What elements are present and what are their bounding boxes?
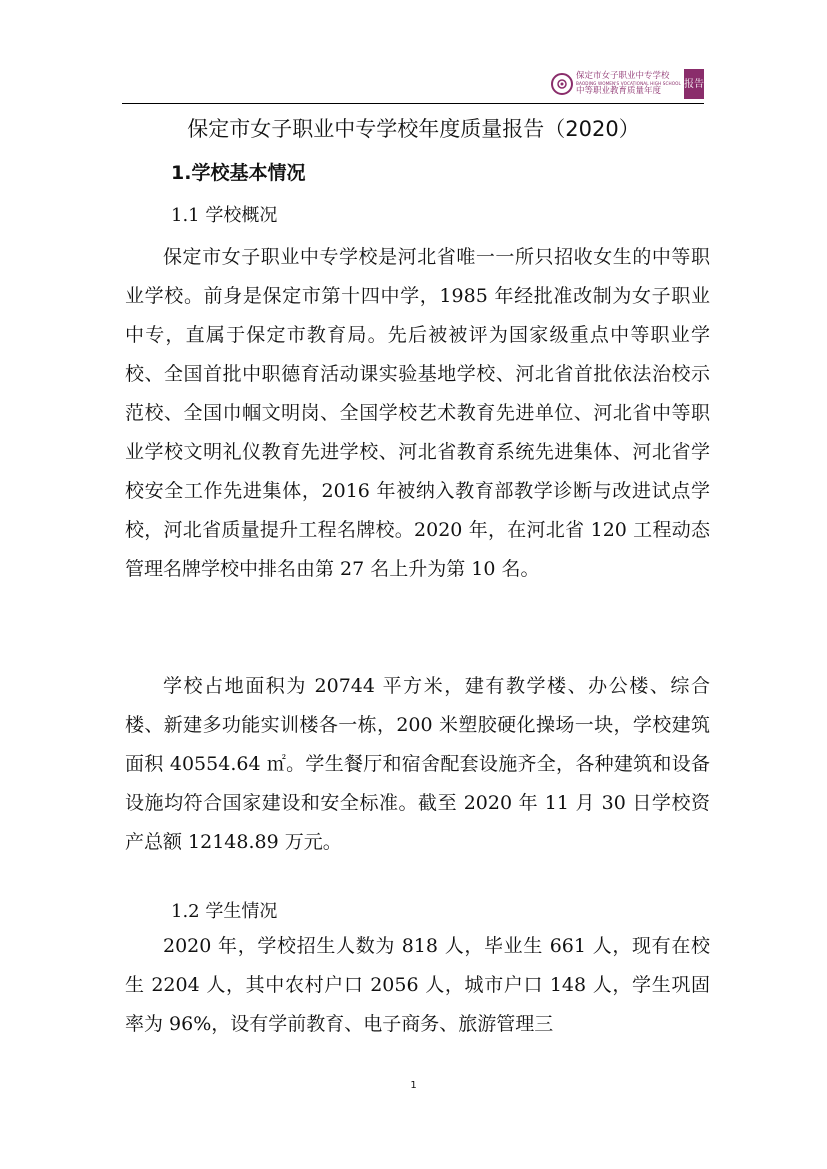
header-rule (122, 103, 704, 104)
subsection-heading-1-1: 1.1 学校概况 (171, 205, 278, 226)
page-header (122, 64, 704, 104)
school-emblem-icon (551, 73, 573, 95)
page-number: 1 (410, 1080, 417, 1091)
document-title: 保定市女子职业中专学校年度质量报告（2020） (187, 117, 640, 141)
section-heading-1: 1.学校基本情况 (171, 162, 306, 184)
subsection-heading-1-2: 1.2 学生情况 (171, 901, 278, 922)
paragraph-campus-facilities: 学校占地面积为 20744 平方米，建有教学楼、办公楼、综合楼、新建多功能实训楼各一栋，200 米塑胶硬化操场一块，学校建筑面积 40554.64 ㎡。学生餐厅和宿舍配套设施齐全，各种建筑和设备设施均符合国家建设和安全标准。截至 2020 年 11 月 30 日学校资产总额 12148.89 万元。 (125, 675, 710, 853)
paragraph-student-info: 2020 年，学校招生人数为 818 人，毕业生 661 人，现有在校生 2204 人，其中农村户口 2056 人，城市户口 148 人，学生巩固率为 96%，设有学前教育、电子商务、旅游管理三 (125, 935, 710, 1035)
paragraph-school-overview: 保定市女子职业中专学校是河北省唯一一所只招收女生的中等职业学校。前身是保定市第十四中学，1985 年经批准改制为女子职业中专，直属于保定市教育局。先后被被评为国家级重点中等职业学校、全国首批中职德育活动课实验基地学校、河北省首批依法治校示范校、全国巾帼文明岗、全国学校艺术教育先进单位、河北省中等职业学校文明礼仪教育先进学校、河北省教育系统先进集体、河北省学校安全工作先进集体，2016 年被纳入教育部教学诊断与改进试点学校，河北省质量提升工程名牌校。2020 年，在河北省 120 工程动态管理名牌学校中排名由第 27 名上升为第 10 名。 (125, 246, 710, 580)
report-badge: 报告 (684, 69, 704, 99)
school-logo (551, 68, 704, 100)
logo-school-name: 保定市女子职业中专学校 (576, 71, 670, 82)
logo-subtitle: 中等职业教育质量年度 (576, 86, 662, 97)
logo-school-name-en: BAODING WOMEN'S VOCATIONAL HIGH SCHOOL (576, 80, 681, 86)
